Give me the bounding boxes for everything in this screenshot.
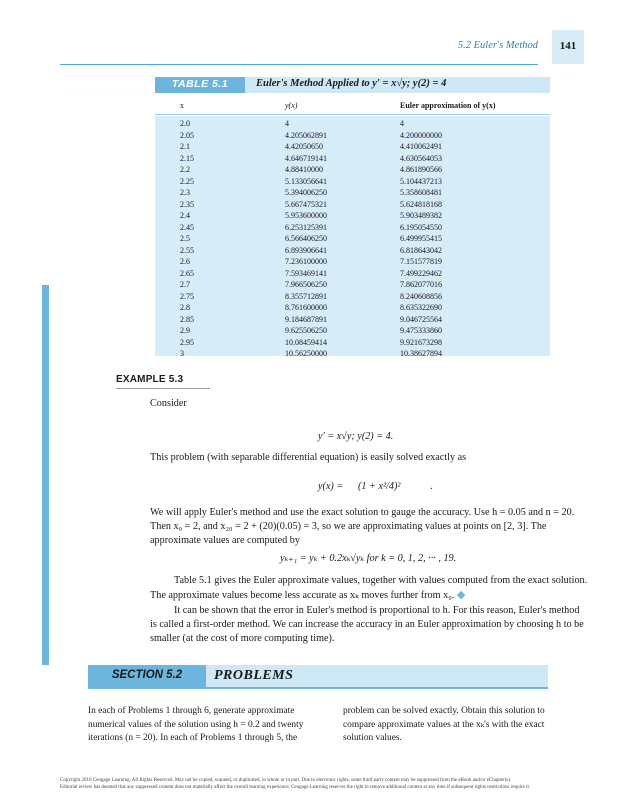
table-cell-y: 9.184687891 xyxy=(285,314,327,324)
table-cell-euler: 8.635322690 xyxy=(400,303,442,312)
table-cell-y: 5.394006250 xyxy=(285,188,327,197)
table-row xyxy=(0,233,622,245)
table-row xyxy=(0,314,622,326)
table-cell-y: 6.253125391 xyxy=(285,222,327,232)
table-cell-y: 4.205062891 xyxy=(285,130,327,140)
table-row xyxy=(0,245,622,257)
table-cell-euler: 6.195054550 xyxy=(400,222,442,232)
table-cell-euler: 7.151577819 xyxy=(400,257,442,266)
table-cell-euler: 4.200000000 xyxy=(400,130,442,140)
table-cell-y: 7.236100000 xyxy=(285,257,327,266)
table-cell-y: 5.133056641 xyxy=(285,176,327,186)
table-cell-x: 2.3 xyxy=(180,188,190,197)
table-cell-euler: 5.624818168 xyxy=(400,199,442,209)
table-row xyxy=(0,279,622,291)
table-row xyxy=(0,153,622,165)
table-cell-x: 2.5 xyxy=(180,234,190,243)
table-cell-x: 2.65 xyxy=(180,268,194,278)
table-row xyxy=(0,210,622,222)
section-title: PROBLEMS xyxy=(214,668,294,683)
problems-column-1: In each of Problems 1 through 6, generate approximate numerical values of the solution using h = 0.2 and twenty iterations (n = 20). In each of Problems 1 through 5, the xyxy=(88,706,304,743)
example-paragraph-3 xyxy=(150,574,588,603)
table-cell-y: 6.566406250 xyxy=(285,234,327,243)
table-row xyxy=(0,187,622,199)
table-cell-x: 2.35 xyxy=(180,199,194,209)
table-row xyxy=(0,348,622,360)
example-paragraph-3-text: Table 5.1 gives the Euler approximate values, together with values computed from the exact solution. The approximate values become less accurate as xₖ moves further from x₀. xyxy=(150,575,588,601)
example-paragraph-1: This problem (with separable differential equation) is easily solved exactly as xyxy=(150,452,467,463)
table-cell-euler: 8.240608856 xyxy=(400,291,442,301)
table-cell-y: 5.667475321 xyxy=(285,199,327,209)
table-cell-y: 9.625506250 xyxy=(285,326,327,335)
example-paragraph-2: We will apply Euler's method and use the exact solution to gauge the accuracy. Use h = 0.05 and n = 20. Then x₀ = 2, and x₂₀ = 2 + (20)(0.05) = 3, so we are approximating values at points on [2, 3]. The approximate values are computed by xyxy=(150,507,575,546)
table-row xyxy=(0,118,622,130)
table-cell-y: 8.355712891 xyxy=(285,291,327,301)
table-cell-euler: 5.903489382 xyxy=(400,211,442,220)
table-cell-euler: 7.862077016 xyxy=(400,280,442,289)
table-cell-y: 4 xyxy=(285,119,289,128)
table-cell-y: 4.42050650 xyxy=(285,142,323,151)
table-row xyxy=(0,268,622,280)
example-equation-3: yₖ₊₁ = yₖ + 0.2xₖ√yₖ for k = 0, 1, 2, ··· , 19. xyxy=(280,553,457,564)
table-cell-euler: 6.818643042 xyxy=(400,245,442,255)
table-col-x: x xyxy=(180,101,184,110)
table-cell-y: 10.08459414 xyxy=(285,337,327,347)
example-consider: Consider xyxy=(150,398,187,409)
table-cell-euler: 6.499955415 xyxy=(400,234,442,243)
table-col-euler: Euler approximation of y(x) xyxy=(400,101,496,110)
table-cell-y: 7.593469141 xyxy=(285,268,327,278)
table-row xyxy=(0,141,622,153)
table-cell-x: 2.25 xyxy=(180,176,194,186)
table-cell-x: 2.4 xyxy=(180,211,190,220)
footer-line-1: Copyright 2010 Cengage Learning. All Rights Reserved. May not be copied, scanned, or duplicated, in whole or in part. Due to electronic rights, some third party content may be suppressed from the eBook and/or eChapter(s). xyxy=(60,778,512,783)
table-cell-euler: 9.046725564 xyxy=(400,314,442,324)
table-cell-euler: 7.499229462 xyxy=(400,268,442,278)
table-row xyxy=(0,325,622,337)
table-cell-euler: 9.475333860 xyxy=(400,326,442,335)
table-cell-x: 2.05 xyxy=(180,130,194,140)
table-cell-euler: 9.921673298 xyxy=(400,337,442,347)
header-rule xyxy=(60,64,538,65)
table-cell-y: 5.953600000 xyxy=(285,211,327,220)
table-cell-x: 2.55 xyxy=(180,245,194,255)
table-cell-y: 8.761600000 xyxy=(285,303,327,312)
table-tag: TABLE 5.1 xyxy=(171,78,229,90)
table-row xyxy=(0,291,622,303)
table-row xyxy=(0,222,622,234)
table-cell-y: 4.646719141 xyxy=(285,153,327,163)
table-cell-x: 2.15 xyxy=(180,153,194,163)
table-title: Euler's Method Applied to y′ = x√y; y(2) = 4 xyxy=(256,78,447,89)
table-cell-x: 3 xyxy=(180,349,184,358)
table-row xyxy=(0,164,622,176)
footer-line-2: Editorial review has deemed that any suppressed content does not materially affect the overall learning experience. Cengage Learning reserves the right to remove additional content at any time if subsequent rights restrictions require it. xyxy=(60,785,531,790)
table-cell-y: 4.88410000 xyxy=(285,165,323,174)
table-cell-x: 2.6 xyxy=(180,257,190,266)
table-cell-x: 2.85 xyxy=(180,314,194,324)
example-side-bar xyxy=(42,285,49,665)
example-title: EXAMPLE 5.3 xyxy=(116,374,184,385)
page-number: 141 xyxy=(559,40,577,52)
copyright-footer xyxy=(60,777,570,791)
table-cell-y: 6.893906641 xyxy=(285,245,327,255)
running-header-section: 5.2 Euler's Method xyxy=(457,40,538,51)
table-cell-euler: 4.861890566 xyxy=(400,165,442,174)
table-row xyxy=(0,130,622,142)
end-of-example-diamond-icon: ◆ xyxy=(456,589,466,601)
table-cell-x: 2.1 xyxy=(180,142,190,151)
example-equation-2-lhs: y(x) = xyxy=(318,481,344,492)
table-cell-y: 7.966506250 xyxy=(285,280,327,289)
table-cell-x: 2.95 xyxy=(180,337,194,347)
example-paragraph-4: It can be shown that the error in Euler's method is proportional to h. For this reason, Euler's method is called a first-order method. We can increase the accuracy in an Euler approximation by choosing h to be smaller (at the cost of more computing time). xyxy=(150,605,584,644)
table-row xyxy=(0,337,622,349)
table-cell-x: 2.45 xyxy=(180,222,194,232)
example-equation-2-end: . xyxy=(430,481,433,492)
table-cell-euler: 4 xyxy=(400,119,404,128)
table-cell-euler: 4.410062491 xyxy=(400,142,442,151)
table-row xyxy=(0,256,622,268)
table-cell-euler: 4.630564053 xyxy=(400,153,442,163)
section-tag: SECTION 5.2 xyxy=(111,669,183,681)
table-cell-x: 2.7 xyxy=(180,280,190,289)
table-cell-x: 2.8 xyxy=(180,303,190,312)
table-row xyxy=(0,176,622,188)
table-cell-x: 2.0 xyxy=(180,119,190,128)
table-cell-euler: 5.358608481 xyxy=(400,188,442,197)
table-cell-x: 2.75 xyxy=(180,291,194,301)
table-cell-y: 10.56250000 xyxy=(285,349,327,358)
example-equation-2-body: (1 + x²/4)² xyxy=(358,481,401,492)
example-title-rule xyxy=(116,388,210,389)
table-row xyxy=(0,199,622,211)
table-col-yx: y(x) xyxy=(285,101,298,110)
table-cell-euler: 10.38627894 xyxy=(400,349,442,358)
table-cell-x: 2.2 xyxy=(180,165,190,174)
table-row xyxy=(0,302,622,314)
example-equation-1: y′ = x√y; y(2) = 4. xyxy=(318,431,394,442)
table-cell-x: 2.9 xyxy=(180,326,190,335)
problems-column-2: problem can be solved exactly. Obtain this solution to compare approximate values at the xₖ's with the exact solution values. xyxy=(343,706,545,743)
table-cell-euler: 5.104437213 xyxy=(400,176,442,186)
